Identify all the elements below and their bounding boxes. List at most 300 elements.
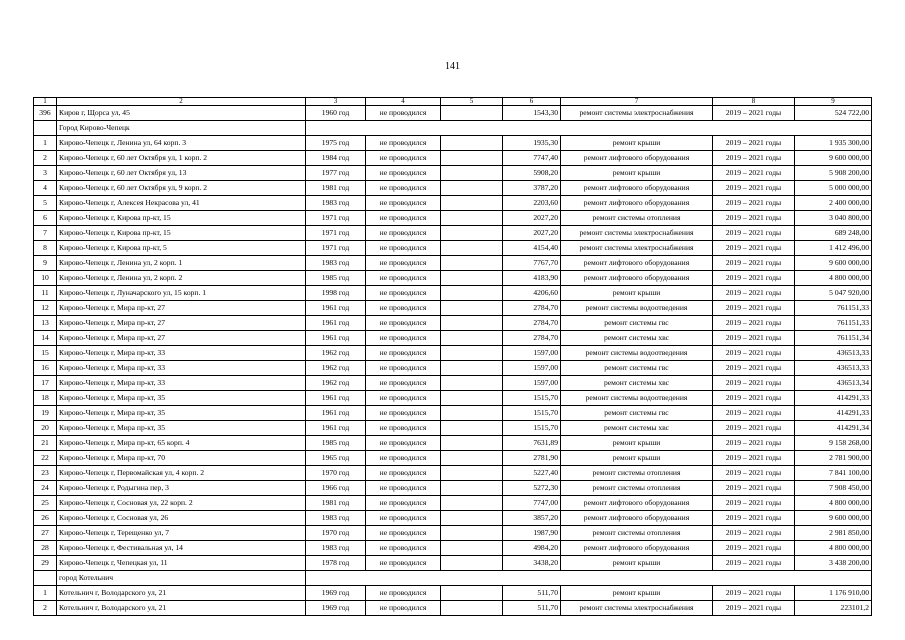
table-cell: 2019 – 2021 годы xyxy=(713,166,795,181)
table-cell: 414291,33 xyxy=(795,391,872,406)
table-cell: 414291,34 xyxy=(795,421,872,436)
table-cell: не проводился xyxy=(366,361,441,376)
table-cell: Кирово-Чепецк г, Мира пр-кт, 27 xyxy=(57,316,306,331)
table-cell: 1543,30 xyxy=(503,106,561,121)
table-cell: 2019 – 2021 годы xyxy=(713,391,795,406)
table-cell: 1962 год xyxy=(306,346,366,361)
table-cell: 5908,20 xyxy=(503,166,561,181)
table-cell: 7 908 450,00 xyxy=(795,481,872,496)
table-cell: Кирово-Чепецк г, Мира пр-кт, 33 xyxy=(57,376,306,391)
table-cell: ремонт системы электроснабжения xyxy=(561,601,713,616)
table-cell xyxy=(441,106,503,121)
table-cell: 6 xyxy=(34,211,57,226)
table-cell: 9 600 000,00 xyxy=(795,511,872,526)
table-cell: 7 841 100,00 xyxy=(795,466,872,481)
table-cell: 22 xyxy=(34,451,57,466)
table-cell xyxy=(441,451,503,466)
table-row xyxy=(34,466,872,481)
table-cell: 2019 – 2021 годы xyxy=(713,361,795,376)
table-cell: 13 xyxy=(34,316,57,331)
table-cell: ремонт системы электроснабжения xyxy=(561,241,713,256)
table-cell: 414291,33 xyxy=(795,406,872,421)
table-cell: 689 248,00 xyxy=(795,226,872,241)
table-cell xyxy=(441,496,503,511)
table-cell: Кирово-Чепецк г, 60 лет Октября ул, 9 корп. 2 xyxy=(57,181,306,196)
table-cell: 3 xyxy=(34,166,57,181)
section-title: город Котельнич xyxy=(57,571,306,586)
table-cell: 18 xyxy=(34,391,57,406)
table-cell: 2019 – 2021 годы xyxy=(713,316,795,331)
table-cell: не проводился xyxy=(366,466,441,481)
table-cell: ремонт системы гвс xyxy=(561,316,713,331)
table-cell: 2203,60 xyxy=(503,196,561,211)
table-row xyxy=(34,151,872,166)
table-cell: 4154,40 xyxy=(503,241,561,256)
table-cell: не проводился xyxy=(366,196,441,211)
table-cell: не проводился xyxy=(366,181,441,196)
table-cell: 436513,33 xyxy=(795,346,872,361)
column-number-cell: 3 xyxy=(306,98,366,106)
table-cell xyxy=(441,301,503,316)
table-cell: ремонт лифтового оборудования xyxy=(561,541,713,556)
table-cell: 2019 – 2021 годы xyxy=(713,376,795,391)
table-cell: 7 xyxy=(34,226,57,241)
table-cell: 511,70 xyxy=(503,586,561,601)
table-cell: 1961 год xyxy=(306,316,366,331)
table-cell: 4 800 000,00 xyxy=(795,541,872,556)
table-cell: 2019 – 2021 годы xyxy=(713,481,795,496)
table-cell: Кирово-Чепецк г, Мира пр-кт, 35 xyxy=(57,421,306,436)
table-cell: 1961 год xyxy=(306,301,366,316)
table-cell: ремонт системы хвс xyxy=(561,376,713,391)
table-cell: 1515,70 xyxy=(503,391,561,406)
table-cell: не проводился xyxy=(366,376,441,391)
table-cell: не проводился xyxy=(366,391,441,406)
table-cell: 3857,20 xyxy=(503,511,561,526)
table-cell xyxy=(441,391,503,406)
table-cell: 3 040 800,00 xyxy=(795,211,872,226)
table-cell: 1 176 910,00 xyxy=(795,586,872,601)
table-row xyxy=(34,136,872,151)
table-cell: Кирово-Чепецк г, Ленина ул, 64 корп. 3 xyxy=(57,136,306,151)
table-cell: не проводился xyxy=(366,166,441,181)
section-number-cell xyxy=(34,121,57,136)
table-cell: 1983 год xyxy=(306,541,366,556)
table-row xyxy=(34,496,872,511)
table-cell xyxy=(441,421,503,436)
table-cell xyxy=(441,166,503,181)
table-cell: 223101,2 xyxy=(795,601,872,616)
table-cell xyxy=(441,211,503,226)
table-cell: 10 xyxy=(34,271,57,286)
table-cell: ремонт системы водоотведения xyxy=(561,391,713,406)
table-cell: 2 400 000,00 xyxy=(795,196,872,211)
table-cell: Кирово-Чепецк г, Мира пр-кт, 70 xyxy=(57,451,306,466)
register-table xyxy=(33,97,872,616)
table-cell: 25 xyxy=(34,496,57,511)
table-cell: ремонт системы водоотведения xyxy=(561,346,713,361)
table-cell: 4 xyxy=(34,181,57,196)
table-cell: Кирово-Чепецк г, Мира пр-кт, 35 xyxy=(57,406,306,421)
table-cell: 1983 год xyxy=(306,511,366,526)
table-cell: 2019 – 2021 годы xyxy=(713,256,795,271)
table-cell: Кирово-Чепецк г, Кирова пр-кт, 15 xyxy=(57,211,306,226)
table-cell: 511,70 xyxy=(503,601,561,616)
column-number-cell: 8 xyxy=(713,98,795,106)
table-cell: 2027,20 xyxy=(503,226,561,241)
table-cell: 2019 – 2021 годы xyxy=(713,136,795,151)
table-cell: ремонт системы электроснабжения xyxy=(561,106,713,121)
table-cell: 5 047 920,00 xyxy=(795,286,872,301)
table-cell: 396 xyxy=(34,106,57,121)
table-cell: 2019 – 2021 годы xyxy=(713,556,795,571)
table-cell: 2027,20 xyxy=(503,211,561,226)
table-cell: 1978 год xyxy=(306,556,366,571)
table-cell xyxy=(441,226,503,241)
table-cell xyxy=(441,256,503,271)
table-row xyxy=(34,511,872,526)
table-cell: Кирово-Чепецк г, Фестивальная ул, 14 xyxy=(57,541,306,556)
table-cell: Кирово-Чепецк г, Ленина ул, 2 корп. 2 xyxy=(57,271,306,286)
table-cell: 1962 год xyxy=(306,361,366,376)
section-title: Город Кирово-Чепецк xyxy=(57,121,306,136)
table-cell: 1987,90 xyxy=(503,526,561,541)
table-cell: 1969 год xyxy=(306,601,366,616)
table-cell: ремонт крыши xyxy=(561,586,713,601)
table-cell: 436513,34 xyxy=(795,376,872,391)
table-cell: ремонт системы гвс xyxy=(561,406,713,421)
section-row xyxy=(34,571,872,586)
table-cell: 1983 год xyxy=(306,256,366,271)
table-cell: ремонт лифтового оборудования xyxy=(561,271,713,286)
table-cell: 761151,34 xyxy=(795,331,872,346)
table-cell: 1971 год xyxy=(306,241,366,256)
table-row xyxy=(34,601,872,616)
table-cell: 1969 год xyxy=(306,586,366,601)
table-cell: не проводился xyxy=(366,211,441,226)
table-cell: 1 412 496,00 xyxy=(795,241,872,256)
table-cell: 12 xyxy=(34,301,57,316)
table-cell: 2019 – 2021 годы xyxy=(713,271,795,286)
column-number-cell: 9 xyxy=(795,98,872,106)
section-row xyxy=(34,121,872,136)
table-cell: 21 xyxy=(34,436,57,451)
table-cell: Кирово-Чепецк г, Мира пр-кт, 35 xyxy=(57,391,306,406)
table-cell: 7747,40 xyxy=(503,151,561,166)
table-cell: ремонт системы электроснабжения xyxy=(561,226,713,241)
table-cell: ремонт лифтового оборудования xyxy=(561,151,713,166)
table-cell: Кирово-Чепецк г, Сосновая ул, 26 xyxy=(57,511,306,526)
column-number-cell: 6 xyxy=(503,98,561,106)
table-cell: ремонт системы гвс xyxy=(561,361,713,376)
table-cell: 26 xyxy=(34,511,57,526)
table-cell xyxy=(441,196,503,211)
table-cell: 1975 год xyxy=(306,136,366,151)
column-number-cell: 2 xyxy=(57,98,306,106)
table-cell: 2 xyxy=(34,601,57,616)
table-cell: 2019 – 2021 годы xyxy=(713,406,795,421)
table-cell: ремонт системы хвс xyxy=(561,421,713,436)
table-cell: 2019 – 2021 годы xyxy=(713,181,795,196)
table-cell: Котельнич г, Володарского ул, 21 xyxy=(57,601,306,616)
page-number: 141 xyxy=(445,61,460,72)
table-cell: 3787,20 xyxy=(503,181,561,196)
table-cell: 1 935 300,00 xyxy=(795,136,872,151)
section-number-cell xyxy=(34,571,57,586)
table-cell: ремонт лифтового оборудования xyxy=(561,256,713,271)
table-cell: 5272,30 xyxy=(503,481,561,496)
table-cell: 2784,70 xyxy=(503,331,561,346)
table-cell xyxy=(441,511,503,526)
table-cell: ремонт лифтового оборудования xyxy=(561,511,713,526)
table-cell: 1966 год xyxy=(306,481,366,496)
table-cell xyxy=(441,181,503,196)
column-number-cell: 4 xyxy=(366,98,441,106)
table-cell: 1597,00 xyxy=(503,361,561,376)
table-cell xyxy=(441,241,503,256)
table-cell: 1597,00 xyxy=(503,376,561,391)
table-cell: не проводился xyxy=(366,286,441,301)
table-cell: 5 xyxy=(34,196,57,211)
section-filler-cell xyxy=(306,121,872,136)
table-cell: не проводился xyxy=(366,436,441,451)
table-cell: Кирово-Чепецк г, Мира пр-кт, 33 xyxy=(57,346,306,361)
table-cell: ремонт крыши xyxy=(561,166,713,181)
table-cell: Кирово-Чепецк г, Чепецкая ул, 11 xyxy=(57,556,306,571)
table-cell: 2 981 850,00 xyxy=(795,526,872,541)
table-row xyxy=(34,376,872,391)
table-cell: ремонт крыши xyxy=(561,136,713,151)
table-cell: Кирово-Чепецк г, Ленина ул, 2 корп. 1 xyxy=(57,256,306,271)
table-cell: 436513,33 xyxy=(795,361,872,376)
table-row xyxy=(34,541,872,556)
column-number-cell: 7 xyxy=(561,98,713,106)
table-cell: 2019 – 2021 годы xyxy=(713,421,795,436)
table-cell: 9 158 268,00 xyxy=(795,436,872,451)
table-cell: 27 xyxy=(34,526,57,541)
table-cell: 761151,33 xyxy=(795,301,872,316)
table-cell: 7747,00 xyxy=(503,496,561,511)
table-row xyxy=(34,241,872,256)
table-cell: Кирово-Чепецк г, Мира пр-кт, 65 корп. 4 xyxy=(57,436,306,451)
table-cell: 2019 – 2021 годы xyxy=(713,451,795,466)
table-cell: 2019 – 2021 годы xyxy=(713,331,795,346)
table-cell: 9 600 000,00 xyxy=(795,256,872,271)
table-cell: Кирово-Чепецк г, Мира пр-кт, 27 xyxy=(57,331,306,346)
table-cell: 14 xyxy=(34,331,57,346)
table-cell: не проводился xyxy=(366,241,441,256)
table-cell: 16 xyxy=(34,361,57,376)
table-cell: 7767,70 xyxy=(503,256,561,271)
table-cell: 1597,00 xyxy=(503,346,561,361)
table-cell xyxy=(441,481,503,496)
table-cell: 2 781 900,00 xyxy=(795,451,872,466)
table-cell: 1985 год xyxy=(306,271,366,286)
table-row xyxy=(34,271,872,286)
table-cell: 1515,70 xyxy=(503,421,561,436)
table-cell: не проводился xyxy=(366,526,441,541)
table-cell: не проводился xyxy=(366,136,441,151)
table-row xyxy=(34,436,872,451)
table-cell: 2019 – 2021 годы xyxy=(713,601,795,616)
table-cell: не проводился xyxy=(366,586,441,601)
table-cell: 28 xyxy=(34,541,57,556)
table-cell: не проводился xyxy=(366,316,441,331)
table-cell: 3 438 200,00 xyxy=(795,556,872,571)
table-row xyxy=(34,586,872,601)
table-row xyxy=(34,406,872,421)
table-row xyxy=(34,361,872,376)
table-cell: не проводился xyxy=(366,301,441,316)
table-cell: Котельнич г, Володарского ул, 21 xyxy=(57,586,306,601)
table-cell: ремонт системы отопления xyxy=(561,466,713,481)
column-number-cell: 5 xyxy=(441,98,503,106)
table-cell: ремонт крыши xyxy=(561,556,713,571)
table-row xyxy=(34,166,872,181)
table-cell: 2019 – 2021 годы xyxy=(713,586,795,601)
table-cell: ремонт крыши xyxy=(561,286,713,301)
table-cell: 2019 – 2021 годы xyxy=(713,196,795,211)
table-cell: 1983 год xyxy=(306,196,366,211)
table-cell: 20 xyxy=(34,421,57,436)
table-cell: 524 722,00 xyxy=(795,106,872,121)
table-cell: не проводился xyxy=(366,421,441,436)
table-cell xyxy=(441,331,503,346)
table-cell: 2784,70 xyxy=(503,301,561,316)
table-cell: 1998 год xyxy=(306,286,366,301)
table-row xyxy=(34,526,872,541)
table-cell: 1935,30 xyxy=(503,136,561,151)
table-cell: Кирово-Чепецк г, Терещенко ул, 7 xyxy=(57,526,306,541)
table-cell: 2019 – 2021 годы xyxy=(713,496,795,511)
table-cell: ремонт лифтового оборудования xyxy=(561,496,713,511)
table-cell: 3438,20 xyxy=(503,556,561,571)
table-cell: 2019 – 2021 годы xyxy=(713,286,795,301)
table-row xyxy=(34,331,872,346)
table-cell: 23 xyxy=(34,466,57,481)
section-filler-cell xyxy=(306,571,872,586)
table-cell xyxy=(441,541,503,556)
table-cell: 9 600 000,00 xyxy=(795,151,872,166)
table-cell: 8 xyxy=(34,241,57,256)
table-cell: Киров г, Щорса ул, 45 xyxy=(57,106,306,121)
table-row xyxy=(34,181,872,196)
table-cell: ремонт лифтового оборудования xyxy=(561,181,713,196)
table-cell xyxy=(441,526,503,541)
table-cell: ремонт системы отопления xyxy=(561,211,713,226)
table-cell: Кирово-Чепецк г, Сосновая ул, 22 корп. 2 xyxy=(57,496,306,511)
table-cell xyxy=(441,406,503,421)
table-cell: 17 xyxy=(34,376,57,391)
table-cell: ремонт крыши xyxy=(561,436,713,451)
table-cell xyxy=(441,436,503,451)
table-row xyxy=(34,196,872,211)
table-row xyxy=(34,481,872,496)
table-cell: 1971 год xyxy=(306,226,366,241)
table-cell xyxy=(441,136,503,151)
table-row xyxy=(34,421,872,436)
table-cell: 2781,90 xyxy=(503,451,561,466)
table-cell: 11 xyxy=(34,286,57,301)
table-cell: 24 xyxy=(34,481,57,496)
table-cell: 2019 – 2021 годы xyxy=(713,106,795,121)
table-cell: 1981 год xyxy=(306,181,366,196)
table-cell: 2019 – 2021 годы xyxy=(713,511,795,526)
table-cell: 1977 год xyxy=(306,166,366,181)
table-cell: не проводился xyxy=(366,481,441,496)
table-cell xyxy=(441,361,503,376)
table-cell: 2 xyxy=(34,151,57,166)
table-cell: Кирово-Чепецк г, Алексея Некрасова ул, 41 xyxy=(57,196,306,211)
table-row xyxy=(34,286,872,301)
table-cell xyxy=(441,316,503,331)
table-cell xyxy=(441,376,503,391)
table-cell: 1970 год xyxy=(306,466,366,481)
table-cell: 4183,90 xyxy=(503,271,561,286)
table-cell: 2019 – 2021 годы xyxy=(713,526,795,541)
table-cell: 2019 – 2021 годы xyxy=(713,241,795,256)
table-cell: 2019 – 2021 годы xyxy=(713,436,795,451)
table-cell: 2019 – 2021 годы xyxy=(713,301,795,316)
table-cell: Кирово-Чепецк г, Кирова пр-кт, 5 xyxy=(57,241,306,256)
table-cell: 1961 год xyxy=(306,331,366,346)
table-cell: 29 xyxy=(34,556,57,571)
table-cell: не проводился xyxy=(366,511,441,526)
table-cell: 4 800 000,00 xyxy=(795,496,872,511)
table-cell: не проводился xyxy=(366,496,441,511)
table-row xyxy=(34,256,872,271)
table-cell xyxy=(441,151,503,166)
table-cell: не проводился xyxy=(366,541,441,556)
table-cell: 1961 год xyxy=(306,421,366,436)
table-cell xyxy=(441,346,503,361)
table-cell xyxy=(441,586,503,601)
table-cell: 2019 – 2021 годы xyxy=(713,466,795,481)
table-cell xyxy=(441,601,503,616)
table-cell: 1515,70 xyxy=(503,406,561,421)
table-cell: 2019 – 2021 годы xyxy=(713,226,795,241)
table-row xyxy=(34,451,872,466)
table-cell: не проводился xyxy=(366,346,441,361)
table-cell: 5227,40 xyxy=(503,466,561,481)
column-number-row xyxy=(34,98,872,106)
table-cell: не проводился xyxy=(366,256,441,271)
table-cell xyxy=(441,556,503,571)
table-cell: ремонт системы водоотведения xyxy=(561,301,713,316)
table-cell: Кирово-Чепецк г, 60 лет Октября ул, 1 корп. 2 xyxy=(57,151,306,166)
table-cell: Кирово-Чепецк г, Родыгина пер, 3 xyxy=(57,481,306,496)
table-cell: 15 xyxy=(34,346,57,361)
table-cell: не проводился xyxy=(366,451,441,466)
table-cell: 4206,60 xyxy=(503,286,561,301)
table-cell: ремонт системы отопления xyxy=(561,481,713,496)
table-cell: не проводился xyxy=(366,106,441,121)
table-cell: 1 xyxy=(34,136,57,151)
table-cell xyxy=(441,466,503,481)
table-cell: 1 xyxy=(34,586,57,601)
table-cell: ремонт системы хвс xyxy=(561,331,713,346)
table-cell: ремонт лифтового оборудования xyxy=(561,196,713,211)
table-cell: 1984 год xyxy=(306,151,366,166)
table-cell: 2019 – 2021 годы xyxy=(713,541,795,556)
table-cell: 761151,33 xyxy=(795,316,872,331)
table-row xyxy=(34,556,872,571)
table-cell: 2019 – 2021 годы xyxy=(713,211,795,226)
table-cell: 1965 год xyxy=(306,451,366,466)
table-cell: 1981 год xyxy=(306,496,366,511)
table-row xyxy=(34,301,872,316)
table-cell: 1961 год xyxy=(306,406,366,421)
